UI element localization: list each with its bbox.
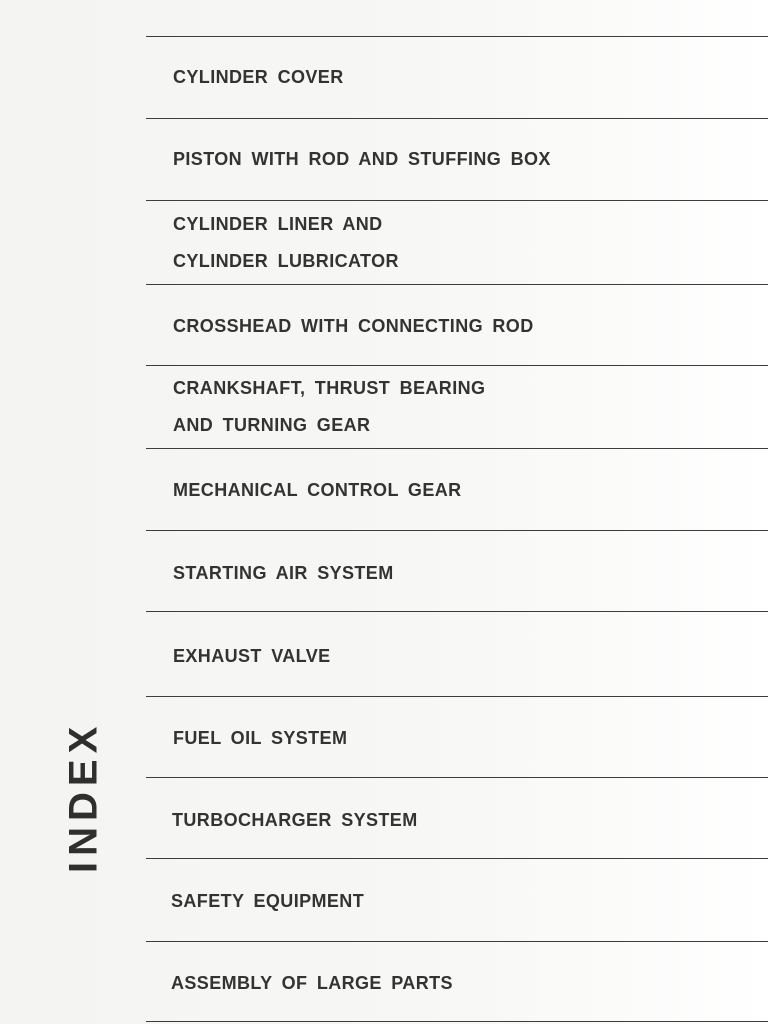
index-entry-assembly-of-large-parts[interactable] bbox=[171, 973, 453, 994]
index-entry-crosshead[interactable] bbox=[173, 316, 534, 337]
divider bbox=[146, 118, 768, 120]
index-entry-turbocharger-system[interactable] bbox=[172, 810, 418, 831]
entry-label: FUEL OIL SYSTEM bbox=[173, 728, 348, 748]
index-heading: INDEX bbox=[61, 720, 106, 873]
divider bbox=[146, 777, 768, 779]
index-entry-fuel-oil-system[interactable] bbox=[173, 728, 347, 749]
entry-label: PISTON WITH ROD AND STUFFING BOX bbox=[173, 149, 551, 169]
divider bbox=[146, 200, 768, 202]
divider bbox=[146, 36, 768, 38]
divider bbox=[146, 696, 768, 698]
index-entry-safety-equipment[interactable] bbox=[171, 891, 364, 912]
entry-label: CROSSHEAD WITH CONNECTING ROD bbox=[173, 316, 534, 336]
entry-label: AND TURNING GEAR bbox=[173, 415, 371, 435]
index-entry-mechanical-control-gear[interactable] bbox=[173, 480, 462, 501]
index-entry-cylinder-liner[interactable] bbox=[173, 214, 399, 272]
entry-label: CYLINDER LINER AND bbox=[173, 214, 383, 234]
index-entry-piston[interactable] bbox=[173, 149, 551, 170]
index-entry-crankshaft[interactable] bbox=[173, 378, 485, 436]
index-entry-cylinder-cover[interactable] bbox=[173, 67, 344, 88]
divider bbox=[146, 448, 768, 450]
divider bbox=[146, 858, 768, 860]
entry-label: EXHAUST VALVE bbox=[173, 646, 331, 666]
index-entry-exhaust-valve[interactable] bbox=[173, 646, 331, 667]
entry-label: TURBOCHARGER SYSTEM bbox=[172, 810, 418, 830]
divider bbox=[146, 941, 768, 943]
entry-label: CYLINDER LUBRICATOR bbox=[173, 251, 399, 271]
entry-label: CRANKSHAFT, THRUST BEARING bbox=[173, 378, 486, 398]
entry-label: CYLINDER COVER bbox=[173, 67, 344, 87]
divider bbox=[146, 611, 768, 613]
entry-label: MECHANICAL CONTROL GEAR bbox=[173, 480, 462, 500]
divider bbox=[146, 284, 768, 286]
entry-label: STARTING AIR SYSTEM bbox=[173, 563, 394, 583]
divider bbox=[146, 365, 768, 367]
entry-label: SAFETY EQUIPMENT bbox=[171, 891, 365, 911]
index-entry-starting-air-system[interactable] bbox=[173, 563, 394, 584]
entry-label: ASSEMBLY OF LARGE PARTS bbox=[171, 973, 453, 993]
divider bbox=[146, 530, 768, 532]
divider bbox=[146, 1021, 768, 1023]
